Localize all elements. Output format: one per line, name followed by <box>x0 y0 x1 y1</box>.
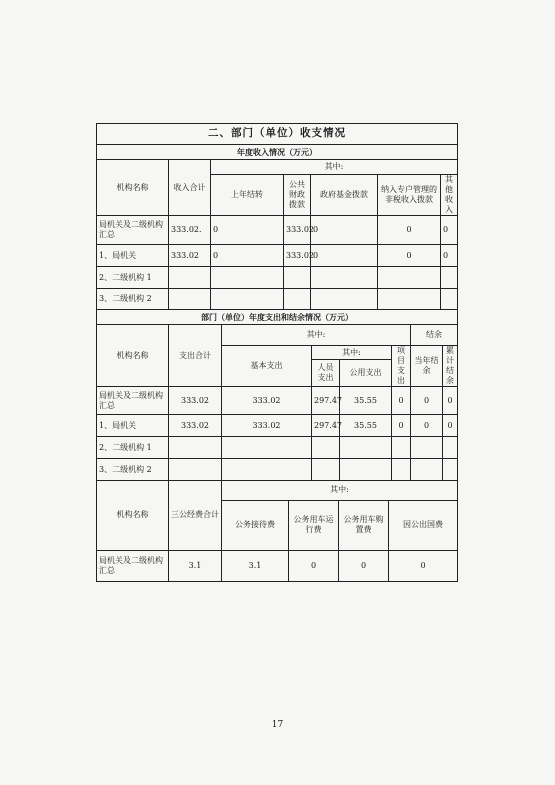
col-among: 其中: <box>222 481 458 500</box>
org-name: 1、局机关 <box>97 415 169 437</box>
cell: 333.02 <box>222 415 312 437</box>
cell: 297.47 <box>312 387 340 415</box>
cell: 333.02 <box>284 216 311 245</box>
col-among: 其中: <box>222 325 411 346</box>
col-other-income: 其他收入 <box>441 175 458 216</box>
table-row <box>97 415 458 437</box>
cell: 0 <box>378 245 441 267</box>
col-basic: 基本支出 <box>222 346 312 387</box>
cell: 0 <box>392 387 411 415</box>
cell: 333.02 <box>169 245 211 267</box>
col-vehicle-run: 公务用车运行费 <box>289 500 339 550</box>
cell: 333.02 <box>169 415 222 437</box>
report-page <box>96 123 457 582</box>
cell: 297.47 <box>312 415 340 437</box>
org-name: 1、局机关 <box>97 245 169 267</box>
org-name: 局机关及二级机构汇总 <box>97 387 169 415</box>
col-non-tax: 纳入专户管理的非税收入拨款 <box>378 175 441 216</box>
col-among: 其中: <box>211 160 458 175</box>
cell: 0 <box>392 415 411 437</box>
cell: 0 <box>443 415 458 437</box>
col-public-finance: 公共财政拨款 <box>284 175 311 216</box>
col-carryover: 上年结转 <box>211 175 284 216</box>
page-number: 17 <box>271 720 284 730</box>
org-name: 2、二级机构 1 <box>97 267 169 289</box>
col-among-2: 其中: <box>312 346 392 360</box>
col-org-name: 机构名称 <box>97 325 169 387</box>
cell: 0 <box>411 387 443 415</box>
cell: 333.02 <box>284 245 311 267</box>
cell: 333.02 <box>169 387 222 415</box>
cell: 3.1 <box>222 550 289 581</box>
table-row <box>97 387 458 415</box>
table-row <box>97 459 458 481</box>
cell: 333.02 <box>222 387 312 415</box>
cell: 333.02. <box>169 216 211 245</box>
cell: 3.1 <box>169 550 222 581</box>
cell: 0 <box>411 415 443 437</box>
org-name: 局机关及二级机构汇总 <box>97 550 169 581</box>
org-name: 3、二级机构 2 <box>97 459 169 481</box>
cell: 0 <box>378 216 441 245</box>
cell: 0 <box>311 216 378 245</box>
three-public-table <box>96 481 458 582</box>
col-abroad: 因公出国费 <box>389 500 458 550</box>
section-title: 二、部门（单位）收支情况 <box>97 124 458 145</box>
col-surplus-year: 当年结余 <box>411 346 443 387</box>
col-personnel: 人员支出 <box>312 360 340 387</box>
col-project: 项目支出 <box>392 346 411 387</box>
table-row <box>97 245 458 267</box>
cell: 0 <box>289 550 339 581</box>
cell: 0 <box>443 387 458 415</box>
cell: 0 <box>211 245 284 267</box>
col-surplus: 结余 <box>411 325 458 346</box>
expense-table <box>96 310 458 481</box>
cell: 0 <box>211 216 284 245</box>
org-name: 2、二级机构 1 <box>97 437 169 459</box>
col-surplus-cum: 累计结余 <box>443 346 458 387</box>
table-row <box>97 289 458 310</box>
cell: 0 <box>441 245 458 267</box>
table-row <box>97 216 458 245</box>
income-title: 年度收入情况（万元） <box>97 145 458 160</box>
col-reception: 公务接待费 <box>222 500 289 550</box>
col-vehicle-buy: 公务用车购置费 <box>339 500 389 550</box>
col-public: 公用支出 <box>340 360 392 387</box>
col-three-total: 三公经费合计 <box>169 481 222 550</box>
income-table <box>96 123 458 310</box>
cell: 0 <box>311 245 378 267</box>
col-org-name: 机构名称 <box>97 481 169 550</box>
cell: 35.55 <box>340 387 392 415</box>
col-gov-fund: 政府基金拨款 <box>311 175 378 216</box>
cell: 0 <box>339 550 389 581</box>
org-name: 局机关及二级机构汇总 <box>97 216 169 245</box>
col-income-total: 收入合计 <box>169 160 211 216</box>
table-row <box>97 267 458 289</box>
cell: 35.55 <box>340 415 392 437</box>
cell: 0 <box>389 550 458 581</box>
col-org-name: 机构名称 <box>97 160 169 216</box>
org-name: 3、二级机构 2 <box>97 289 169 310</box>
cell: 0 <box>441 216 458 245</box>
table-row <box>97 550 458 581</box>
expense-title: 部门（单位）年度支出和结余情况（万元） <box>97 310 458 325</box>
col-expense-total: 支出合计 <box>169 325 222 387</box>
table-row <box>97 437 458 459</box>
